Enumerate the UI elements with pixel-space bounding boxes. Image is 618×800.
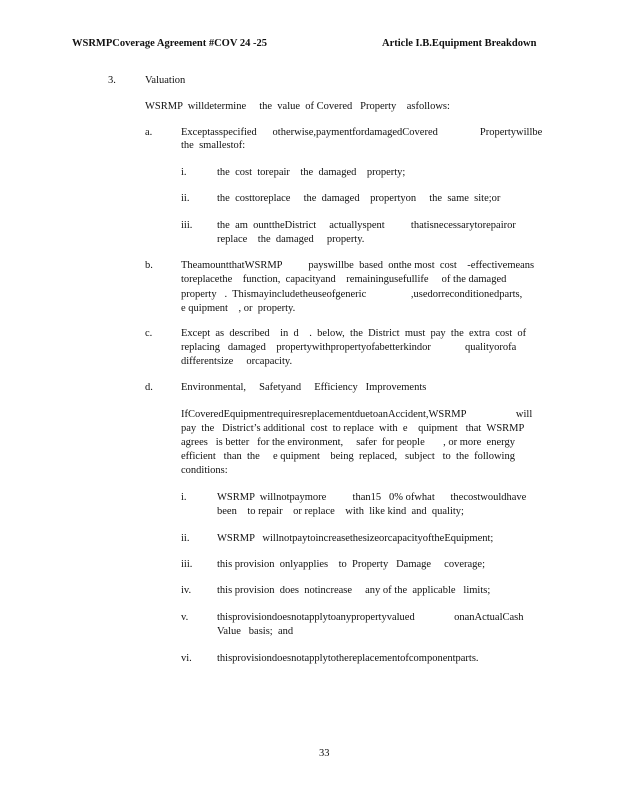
item-a-line1: Exceptasspecified otherwise,paymentfordamagedCovered Propertywillbe bbox=[181, 127, 543, 138]
item-c-marker: c. bbox=[145, 328, 153, 339]
item-d-title: Environmental, Safetyand Efficiency Improvements bbox=[181, 382, 427, 393]
item-d-sub-vi-text: thisprovisiondoesnotapplytothereplacementofcomponentparts. bbox=[217, 653, 479, 664]
item-d-sub-v-line2: Value basis; and bbox=[217, 626, 294, 637]
item-d-sub-iii-text: this provision onlyapplies to Property Damage coverage; bbox=[217, 559, 485, 570]
item-c-line3: differentsize orcapacity. bbox=[181, 356, 293, 367]
item-a-sub-i-text: the cost torepair the damaged property; bbox=[217, 167, 406, 178]
item-d-para-line2: pay the District’s additional cost to replace with e quipment that WSRMP bbox=[181, 423, 525, 434]
section-title: Valuation bbox=[145, 75, 186, 86]
item-d-marker: d. bbox=[145, 382, 153, 393]
item-a-marker: a. bbox=[145, 127, 153, 138]
item-a-sub-ii-text: the costtoreplace the damaged propertyon the same site;or bbox=[217, 193, 501, 204]
item-a-sub-ii-marker: ii. bbox=[181, 193, 190, 204]
item-c-line1: Except as described in d . below, the District must pay the extra cost of bbox=[181, 328, 527, 339]
item-b-marker: b. bbox=[145, 260, 153, 271]
item-c-line2: replacing damaged propertywithpropertyofabetterkindor qualityorofa bbox=[181, 342, 517, 353]
item-a-line2: the smallestof: bbox=[181, 140, 246, 151]
item-b-line4: e quipment , or property. bbox=[181, 303, 296, 314]
header-right: Article I.B.Equipment Breakdown bbox=[382, 38, 537, 49]
item-b-line1: TheamountthatWSRMP payswillbe based onthe most cost -effectivemeans bbox=[181, 260, 535, 271]
item-d-sub-i-marker: i. bbox=[181, 492, 187, 503]
item-b-line3: property . Thismayincludetheuseofgeneric ,usedorreconditionedparts, bbox=[181, 289, 523, 300]
section-number: 3. bbox=[108, 75, 116, 86]
item-d-sub-vi-marker: vi. bbox=[181, 653, 192, 664]
item-a-sub-i-marker: i. bbox=[181, 167, 187, 178]
section-intro: WSRMP willdetermine the value of Covered Property asfollows: bbox=[145, 101, 450, 112]
item-d-para-line5: conditions: bbox=[181, 465, 228, 476]
item-d-sub-iii-marker: iii. bbox=[181, 559, 193, 570]
item-d-para-line4: efficient than the e quipment being replaced, subject to the following bbox=[181, 451, 515, 462]
item-d-sub-iv-text: this provision does notincrease any of the applicable limits; bbox=[217, 585, 491, 596]
item-d-para-line3: agrees is better for the environment, safer for people , or more energy bbox=[181, 437, 515, 448]
header-left: WSRMPCoverage Agreement #COV 24 -25 bbox=[72, 38, 267, 49]
item-d-sub-v-marker: v. bbox=[181, 612, 189, 623]
page-number: 33 bbox=[319, 748, 330, 759]
item-a-sub-iii-line1: the am ounttheDistrict actuallyspent thatisnecessarytorepairor bbox=[217, 220, 516, 231]
item-a-sub-iii-marker: iii. bbox=[181, 220, 193, 231]
item-a-sub-iii-line2: replace the damaged property. bbox=[217, 234, 365, 245]
item-d-sub-ii-text: WSRMP willnotpaytoincreasethesizeorcapacityoftheEquipment; bbox=[217, 533, 494, 544]
item-d-para-line1: IfCoveredEquipmentrequiresreplacementduetoanAccident,WSRMP will bbox=[181, 409, 533, 420]
item-d-sub-v-line1: thisprovisiondoesnotapplytoanypropertyvalued onanActualCash bbox=[217, 612, 524, 623]
item-d-sub-i-line2: been to repair or replace with like kind and quality; bbox=[217, 506, 464, 517]
item-d-sub-ii-marker: ii. bbox=[181, 533, 190, 544]
item-d-sub-iv-marker: iv. bbox=[181, 585, 192, 596]
item-d-sub-i-line1: WSRMP willnotpaymore than15 0% ofwhat thecostwouldhave bbox=[217, 492, 527, 503]
item-b-line2: toreplacethe function, capacityand remainingusefullife of the damaged bbox=[181, 274, 507, 285]
